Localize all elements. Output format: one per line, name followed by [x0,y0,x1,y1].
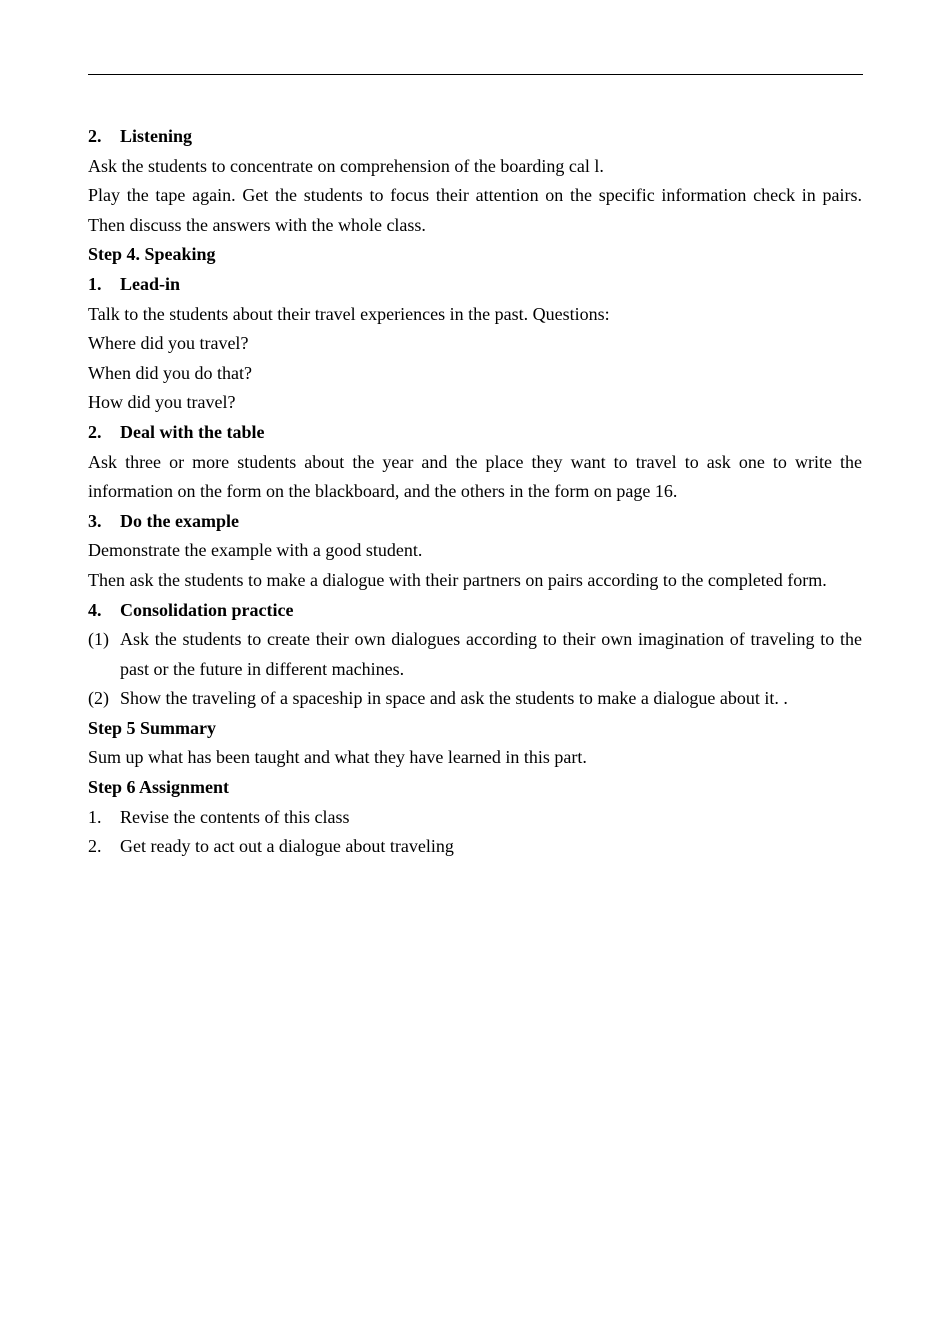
consolidation-item-1 [88,625,862,684]
consolidation-heading [88,596,862,626]
list-marker: 1. [88,806,102,827]
leadin-intro: Talk to the students about their travel experiences in the past. Questions: [88,303,610,324]
leadin-title: Lead-in [120,273,181,294]
table-paragraph: Ask three or more students about the year and the place they want to travel to ask one to write the information on the form on the blackboard, and the others in the form on page 16. [88,451,862,502]
consolidation-title: Consolidation practice [120,599,294,620]
step4-heading: Step 4. Speaking [88,244,216,265]
list-item-text: Revise the contents of this class [120,806,350,827]
document-body [88,122,862,862]
leadin-question-3: How did you travel? [88,392,236,413]
example-paragraph-1: Demonstrate the example with a good student. [88,540,423,561]
listening-title: Listening [120,126,193,146]
step6-heading: Step 6 Assignment [88,777,230,798]
example-number: 3. [88,510,102,531]
leadin-question-1: Where did you travel? [88,333,249,354]
listening-paragraph-2: Play the tape again. Get the students to focus their attention on the specific information check in pairs. Then discuss the answers with the whole class. [88,185,862,235]
table-number: 2. [88,421,102,442]
listening-heading [88,122,862,152]
example-title: Do the example [120,510,239,531]
consolidation-item-2 [88,684,862,714]
listening-paragraph-1: Ask the students to concentrate on comprehension of the boarding cal l. [88,155,604,176]
table-heading [88,418,862,448]
leadin-question-2: When did you do that? [88,362,252,383]
step5-paragraph: Sum up what has been taught and what they have learned in this part. [88,747,587,768]
list-marker: (2) [88,688,109,709]
step5-heading: Step 5 Summary [88,717,217,738]
table-title: Deal with the table [120,421,265,442]
consolidation-number: 4. [88,599,102,620]
example-heading [88,507,862,537]
list-item-text: Show the traveling of a spaceship in space and ask the students to make a dialogue about it. . [120,688,788,709]
listening-number: 2. [88,126,102,146]
leadin-number: 1. [88,273,102,294]
header-rule [88,74,863,75]
list-marker: (1) [88,629,109,650]
list-item-text: Ask the students to create their own dialogues according to their own imagination of traveling to the past or the future in different machines. [120,629,862,679]
assignment-item-2 [88,832,862,862]
example-paragraph-2: Then ask the students to make a dialogue with their partners on pairs according to the completed form. [88,569,827,590]
list-marker: 2. [88,836,102,857]
assignment-item-1 [88,803,862,833]
leadin-heading [88,270,862,300]
list-item-text: Get ready to act out a dialogue about traveling [120,836,454,857]
